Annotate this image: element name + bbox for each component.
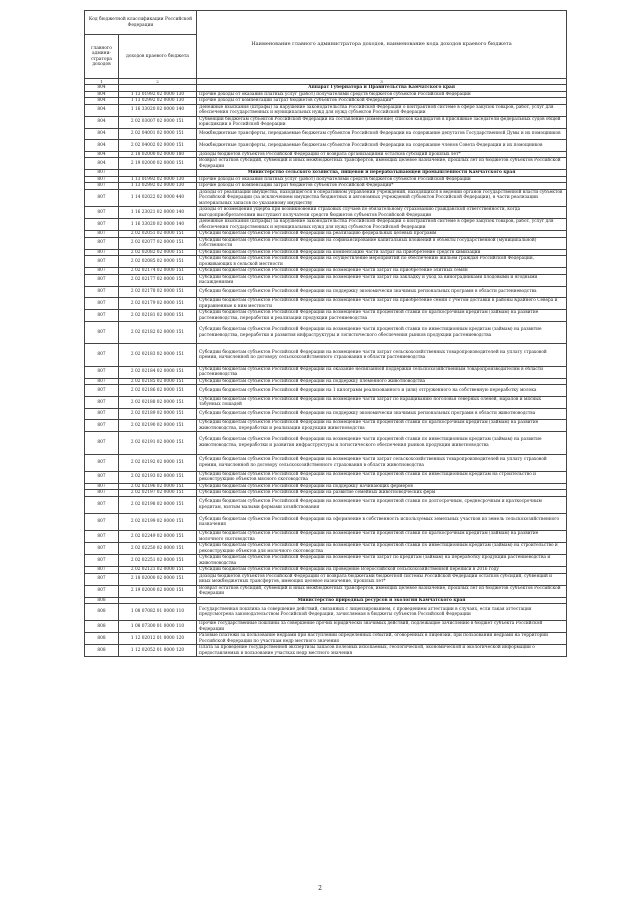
revenue-code-cell: 2 02 02182 02 0000 151 [119, 322, 197, 344]
revenue-code-cell: 2 02 02251 02 0000 151 [119, 555, 197, 567]
admin-code-cell: 807 [85, 585, 119, 597]
revenue-code-cell: 2 02 02197 02 0000 151 [119, 490, 197, 497]
description-cell: Субсидии бюджетам субъектов Российской Федерации на возмещение части процентной ставки по инвестиционным кредитам (займам) на развитие животноводства, переработки и развития инфраструктуры и логистического обеспечения рынков продукции животноводства [197, 432, 567, 454]
description-cell: Субсидии бюджетам субъектов Российской Федерации на возмещение части затрат по кредитам (займам) на переработку продукции растениеводства и животноводства [197, 555, 567, 567]
admin-code-cell: 807 [85, 471, 119, 483]
table-row [85, 128, 567, 140]
admin-code-cell: 804 [85, 151, 119, 158]
admin-code-cell: 808 [85, 597, 119, 604]
table-row [85, 432, 567, 454]
description-cell: Прочие государственные пошлины за совершение прочих юридически значимых действий, подлежащие зачислению в бюджет субъекта Российской Федерации [197, 621, 567, 633]
revenue-code-cell: 1 13 01992 02 0000 130 [119, 176, 197, 183]
description-cell: Прочие доходы от компенсации затрат бюджетов субъектов Российской Федерации* [197, 183, 567, 190]
admin-code-cell: 807 [85, 256, 119, 268]
revenue-code-cell: 2 02 03007 02 0000 151 [119, 116, 197, 128]
admin-code-cell: 807 [85, 189, 119, 207]
table-row [85, 420, 567, 432]
table-row [85, 104, 567, 116]
description-cell: Субсидии бюджетам субъектов Российской Федерации на поддержку племенного животноводства [197, 378, 567, 385]
description-cell: Субсидии бюджетам субъектов Российской Федерации на софинансирование капитальных вложений в объекты государственной (муниципальной) собственности [197, 237, 567, 249]
description-cell: Разовые платежи за пользование недрами при наступлении определенных событий, оговоренных в лицензии, при пользовании недрами на территории Российской Федерации по участкам недр местного значения [197, 633, 567, 645]
revenue-code-cell: 2 02 02177 02 0000 151 [119, 274, 197, 286]
revenue-code-cell: 2 02 02190 02 0000 151 [119, 420, 197, 432]
revenue-code-cell: 2 02 02178 02 0000 151 [119, 286, 197, 298]
admin-code-cell: 804 [85, 98, 119, 105]
admin-code-cell: 807 [85, 454, 119, 471]
table-row [85, 471, 567, 483]
table-body [85, 85, 567, 657]
revenue-code-cell: 2 02 02185 02 0000 151 [119, 378, 197, 385]
revenue-code-cell: 2 02 04001 02 0000 151 [119, 128, 197, 140]
description-cell: Денежные взыскания (штрафы) за нарушение законодательства Российской Федерации о контрактной системе в сфере закупок товаров, работ, услуг для обеспечения государственных и муниципальных нужд для нужд субъектов Российской Федерации [197, 219, 567, 231]
admin-code-cell: 807 [85, 490, 119, 497]
table-row [85, 396, 567, 408]
description-cell: Доходы бюджетов субъектов Российской Федерации от возврата бюджетами бюджетной системы Российской Федерации остатков субсидий, субвенций и иных межбюджетных трансфертов, имеющих целевое назначение, прошлых лет* [197, 573, 567, 585]
description-cell: Субсидии бюджетам субъектов Российской Федерации на возмещение части процентной ставки по краткосрочным кредитам (займам) на развитие растениеводства, переработки и реализации продукции растениеводства [197, 310, 567, 322]
admin-code-cell: 807 [85, 567, 119, 574]
admin-code-cell: 807 [85, 183, 119, 190]
table-row [85, 543, 567, 555]
header-name-column: Наименование главного администратора доходов, наименование кода доходов краевого бюджета [197, 11, 567, 79]
description-cell: Субсидии бюджетам субъектов Российской Федерации на возмещение части затрат на закладку и уход за виноградниками плодовыми и ягодными насаждениями [197, 274, 567, 286]
description-cell: Субсидии бюджетам субъектов Российской Федерации на возмещение части процентной ставки по инвестиционным кредитам на строительство и реконструкцию объектов мясного скотоводства [197, 471, 567, 483]
description-cell: Прочие доходы от оказания платных услуг (работ) получателями средств бюджетов субъектов Российской Федерации [197, 176, 567, 183]
revenue-code-cell: 1 08 07300 01 0000 110 [119, 621, 197, 633]
admin-code-cell: 804 [85, 104, 119, 116]
admin-code-cell: 807 [85, 237, 119, 249]
table-row [85, 219, 567, 231]
description-cell: Субсидии бюджетам субъектов Российской Федерации на возмещение части процентной ставки по инвестиционным кредитам (займам) на строительство и реконструкцию объектов для молочного скотоводства [197, 543, 567, 555]
admin-code-cell: 804 [85, 85, 119, 92]
admin-code-cell: 808 [85, 621, 119, 633]
revenue-code-cell: 1 12 02012 01 0000 120 [119, 633, 197, 645]
revenue-code-cell: 1 08 07082 01 0000 110 [119, 604, 197, 621]
table-row [85, 385, 567, 397]
revenue-code-cell: 2 02 02121 02 0000 151 [119, 567, 197, 574]
admin-code-cell: 808 [85, 633, 119, 645]
revenue-code-cell: 1 14 02022 02 0000 440 [119, 189, 197, 207]
revenue-code-cell: 2 02 04002 02 0000 151 [119, 140, 197, 152]
revenue-code-cell: 2 19 02000 02 0000 151 [119, 585, 197, 597]
admin-code-cell: 807 [85, 432, 119, 454]
revenue-code-cell: 2 02 02085 02 0000 151 [119, 256, 197, 268]
description-cell: Субсидии бюджетам субъектов Российской Федерации на поддержку начинающих фермеров [197, 483, 567, 490]
revenue-code-cell: 1 16 23021 02 0000 140 [119, 207, 197, 219]
revenue-code-cell: 2 02 02188 02 0000 151 [119, 396, 197, 408]
admin-code-cell: 804 [85, 158, 119, 170]
description-cell: Доходы от реализации имущества, находящегося в оперативном управлении учреждений, находящихся в ведении органов государственной власти субъектов Российской Федерации (за исключением имущества бюджетных и автономных учреждений субъектов Российской Федерации), в части реализации материальных запасов по указанному имуществу [197, 189, 567, 207]
description-cell: Денежные взыскания (штрафы) за нарушение законодательства Российской Федерации о контрактной системе в сфере закупок товаров, работ, услуг для обеспечения государственных и муниципальных нужд для нужд субъектов Российской Федерации [197, 104, 567, 116]
revenue-code-cell: 2 02 02077 02 0000 151 [119, 237, 197, 249]
admin-code-cell: 804 [85, 128, 119, 140]
description-cell: Межбюджетные трансферты, передаваемые бюджетам субъектов Российской Федерации на содержание членов Совета Федерации и их помощников [197, 140, 567, 152]
section-title-cell: Министерство природных ресурсов и экологии Камчатского края [197, 597, 567, 604]
description-cell: Субсидии бюджетам субъектов Российской Федерации на реализацию федеральных целевых программ [197, 231, 567, 238]
description-cell: Возврат остатков субсидий, субвенций и иных межбюджетных трансфертов, имеющих целевое назначение, прошлых лет из бюджетов субъектов Российской Федерации [197, 585, 567, 597]
column-number: 2 [119, 79, 197, 85]
description-cell: Субсидии бюджетам субъектов Российской Федерации на развитие семейных животноводческих ферм [197, 490, 567, 497]
description-cell: Государственная пошлина за совершение действий, связанных с лицензированием, с проведением аттестации в случаях, если такая аттестация предусмотрена законодательством Российской Федерации, зачисляемая в бюджеты субъектов Российской Федерации [197, 604, 567, 621]
revenue-code-cell: 2 02 02183 02 0000 151 [119, 344, 197, 366]
revenue-code-cell: 2 02 02181 02 0000 151 [119, 310, 197, 322]
description-cell: Субсидии бюджетам субъектов Российской Федерации на осуществление мероприятий по обеспечению жильем граждан Российской Федерации, проживающих в сельской местности [197, 256, 567, 268]
revenue-code-cell: 1 13 02992 02 0000 130 [119, 98, 197, 105]
description-cell: Прочие доходы от компенсации затрат бюджетов субъектов Российской Федерации* [197, 98, 567, 105]
admin-code-cell: 807 [85, 298, 119, 310]
admin-code-cell: 808 [85, 645, 119, 657]
revenue-code-cell: 2 02 02198 02 0000 151 [119, 496, 197, 513]
revenue-code-cell: 2 02 02250 02 0000 151 [119, 543, 197, 555]
table-row [85, 298, 567, 310]
description-cell: Возврат остатков субсидий, субвенций и иных межбюджетных трансфертов, имеющих целевое назначение, прошлых лет из бюджетов субъектов Российской Федерации [197, 158, 567, 170]
table-row [85, 207, 567, 219]
admin-code-cell: 804 [85, 116, 119, 128]
admin-code-cell: 807 [85, 408, 119, 420]
description-cell: Субвенции бюджетам субъектов Российской Федерации на составление (изменение) списков кандидатов в присяжные заседатели федеральных судов общей юрисдикции в Российской Федерации [197, 116, 567, 128]
admin-code-cell: 807 [85, 496, 119, 513]
table-row [85, 555, 567, 567]
column-number: 3 [197, 79, 567, 85]
table-row [85, 237, 567, 249]
admin-code-cell: 807 [85, 396, 119, 408]
table-row [85, 513, 567, 530]
admin-code-cell: 807 [85, 573, 119, 585]
revenue-code-cell: 2 02 02249 02 0000 151 [119, 531, 197, 543]
admin-code-cell: 807 [85, 286, 119, 298]
revenue-code-cell: 2 02 02082 02 0000 151 [119, 249, 197, 256]
description-cell: Плата за проведение государственной экспертизы запасов полезных ископаемых, геологической, экономической и экологической информации о предоставляемых в пользование участках недр местного значения [197, 645, 567, 657]
table-row [85, 256, 567, 268]
description-cell: Субсидии бюджетам субъектов Российской Федерации на возмещение части затрат по наращиванию поголовья северных оленей, маралов и мясных табунных лошадей [197, 396, 567, 408]
table-header-row [85, 11, 567, 35]
revenue-code-cell: 2 19 02000 02 0000 151 [119, 158, 197, 170]
section-title-cell: Аппарат Губернатора и Правительства Камчатского края [197, 85, 567, 92]
description-cell: Прочие доходы от оказания платных услуг (работ) получателями средств бюджетов субъектов Российской Федерации [197, 91, 567, 98]
table-row [85, 454, 567, 471]
revenue-code-cell: 2 18 02000 02 0000 180 [119, 151, 197, 158]
admin-code-cell: 807 [85, 385, 119, 397]
description-cell: Субсидии бюджетам субъектов Российской Федерации на оформление в собственность используемых земельных участков из земель сельскохозяйственного назначения [197, 513, 567, 530]
revenue-code-cell: 2 02 02192 02 0000 151 [119, 454, 197, 471]
revenue-code-cell: 1 13 02992 02 0000 130 [119, 183, 197, 190]
admin-code-cell: 807 [85, 322, 119, 344]
table-row [85, 310, 567, 322]
header-revenue-column: доходов краевого бюджета [119, 35, 197, 79]
revenue-code-table [84, 10, 567, 657]
description-cell: Субсидии бюджетам субъектов Российской Федерации на возмещение части затрат на приобретение семян с учетом доставки в районы Крайнего Севера и приравненные к ним местности [197, 298, 567, 310]
revenue-code-cell: 1 12 02052 01 0000 120 [119, 645, 197, 657]
table-row [85, 366, 567, 378]
admin-code-cell: 807 [85, 543, 119, 555]
page-number: 2 [318, 885, 322, 892]
table-row [85, 633, 567, 645]
admin-code-cell: 807 [85, 483, 119, 490]
revenue-code-cell: 2 02 02174 02 0000 151 [119, 268, 197, 275]
table-row [85, 621, 567, 633]
revenue-code-cell: 2 02 02193 02 0000 151 [119, 471, 197, 483]
description-cell: Субсидии бюджетам субъектов Российской Федерации на возмещение части затрат на приобретение элитных семян [197, 268, 567, 275]
description-cell: Субсидии бюджетам субъектов Российской Федерации на оказание несвязанной поддержки сельскохозяйственным товаропроизводителям в области растениеводства [197, 366, 567, 378]
table-row [85, 189, 567, 207]
table-row [85, 140, 567, 152]
description-cell: Субсидии бюджетам субъектов Российской Федерации на возмещение части затрат сельскохозяйственных товаропроизводителей на уплату страховой премии, начисленной по договору сельскохозяйственного страхования в области животноводства [197, 454, 567, 471]
admin-code-cell: 807 [85, 344, 119, 366]
table-row [85, 274, 567, 286]
admin-code-cell: 807 [85, 176, 119, 183]
revenue-code-cell: 2 02 02191 02 0000 151 [119, 432, 197, 454]
table-row [85, 116, 567, 128]
description-cell: Субсидии бюджетам субъектов Российской Федерации на возмещение части затрат сельскохозяйственных товаропроизводителей на уплату страховой премии, начисленной по договору сельскохозяйственного страхования в области растениеводства [197, 344, 567, 366]
admin-code-cell: 807 [85, 231, 119, 238]
admin-code-cell: 807 [85, 268, 119, 275]
revenue-code-cell: 2 02 02184 02 0000 151 [119, 366, 197, 378]
admin-code-cell: 807 [85, 420, 119, 432]
description-cell: Доходы от возмещения ущерба при возникновении страховых случаев по обязательному страхованию гражданской ответственности, когда выгодоприобретателями выступают получатели средств бюджетов субъектов Российской Федерации [197, 207, 567, 219]
table-row [85, 645, 567, 657]
admin-code-cell: 807 [85, 207, 119, 219]
description-cell: Субсидии бюджетам субъектов Российской Федерации на возмещение части процентной ставки по краткосрочным кредитам (займам) на развитие молочного скотоводства [197, 531, 567, 543]
revenue-code-cell: 2 02 02189 02 0000 151 [119, 408, 197, 420]
revenue-code-cell: 2 02 02051 02 0000 151 [119, 231, 197, 238]
table-row [85, 496, 567, 513]
admin-code-cell: 807 [85, 378, 119, 385]
column-number: 1 [85, 79, 119, 85]
admin-code-cell: 804 [85, 91, 119, 98]
table-row [85, 573, 567, 585]
table-row [85, 286, 567, 298]
section-title-cell: Министерство сельского хозяйства, пищевой и перерабатывающей промышленности Камчатского края [197, 170, 567, 177]
header-admin-column: главного админи-стратора доходов [85, 35, 119, 79]
table-row [85, 408, 567, 420]
description-cell: Межбюджетные трансферты, передаваемые бюджетам субъектов Российской Федерации на содержание депутатов Государственной Думы и их помощников [197, 128, 567, 140]
admin-code-cell: 807 [85, 555, 119, 567]
revenue-code-cell: 2 18 02000 02 0000 151 [119, 573, 197, 585]
description-cell: Субсидии бюджетам субъектов Российской Федерации на компенсацию части затрат на приобретение средств химизации [197, 249, 567, 256]
revenue-code-cell: 1 13 01992 02 0000 130 [119, 91, 197, 98]
revenue-code-cell: 2 02 02186 02 0000 151 [119, 385, 197, 397]
admin-code-cell: 807 [85, 219, 119, 231]
admin-code-cell: 807 [85, 249, 119, 256]
admin-code-cell: 807 [85, 170, 119, 177]
revenue-code-cell: 2 02 02199 02 0000 151 [119, 513, 197, 530]
admin-code-cell: 804 [85, 140, 119, 152]
revenue-code-cell: 2 02 02179 02 0000 151 [119, 298, 197, 310]
table-row [85, 604, 567, 621]
admin-code-cell: 807 [85, 531, 119, 543]
revenue-code-cell: 2 02 02196 02 0000 151 [119, 483, 197, 490]
description-cell: Доходы бюджетов субъектов Российской Федерации от возврата организациями остатков субсидий прошлых лет* [197, 151, 567, 158]
table-row [85, 322, 567, 344]
table-row [85, 344, 567, 366]
description-cell: Субсидии бюджетам субъектов Российской Федерации на поддержку экономически значимых региональных программ в области животноводства [197, 408, 567, 420]
description-cell: Субсидии бюджетам субъектов Российской Федерации на 1 килограмм реализованного и (или) отгруженного на собственную переработку молока [197, 385, 567, 397]
description-cell: Субсидии бюджетам субъектов Российской Федерации на возмещение части процентной ставки по инвестиционным кредитам (займам) на развитие растениеводства, переработки и развития инфраструктуры и логистического обеспечения рынков продукции растениеводства [197, 322, 567, 344]
description-cell: Субсидии бюджетам субъектов Российской Федерации на поддержку экономически значимых региональных программ в области растениеводства [197, 286, 567, 298]
admin-code-cell: 807 [85, 274, 119, 286]
admin-code-cell: 807 [85, 366, 119, 378]
table-row [85, 158, 567, 170]
description-cell: Субсидии бюджетам субъектов Российской Федерации на возмещение части процентной ставки по долгосрочным, среднесрочным и краткосрочным кредитам, взятым малыми формами хозяйствования [197, 496, 567, 513]
table-row [85, 585, 567, 597]
admin-code-cell: 808 [85, 604, 119, 621]
description-cell: Субсидии бюджетам субъектов Российской Федерации на возмещение части процентной ставки по краткосрочным кредитам (займам) на развитие животноводства, переработки и реализации продукции животноводства [197, 420, 567, 432]
revenue-code-cell: 1 16 33020 02 0000 140 [119, 104, 197, 116]
admin-code-cell: 807 [85, 310, 119, 322]
table-row [85, 567, 567, 574]
table-row [85, 531, 567, 543]
description-cell: Субсидии бюджетам субъектов Российской Федерации на проведение Всероссийской сельскохозяйственной переписи в 2016 году [197, 567, 567, 574]
budget-classification-table [84, 10, 566, 657]
revenue-code-cell: 1 16 33020 02 0000 140 [119, 219, 197, 231]
admin-code-cell: 807 [85, 513, 119, 530]
header-classification-group: Код бюджетной классификации Российской Федерации [85, 11, 197, 35]
